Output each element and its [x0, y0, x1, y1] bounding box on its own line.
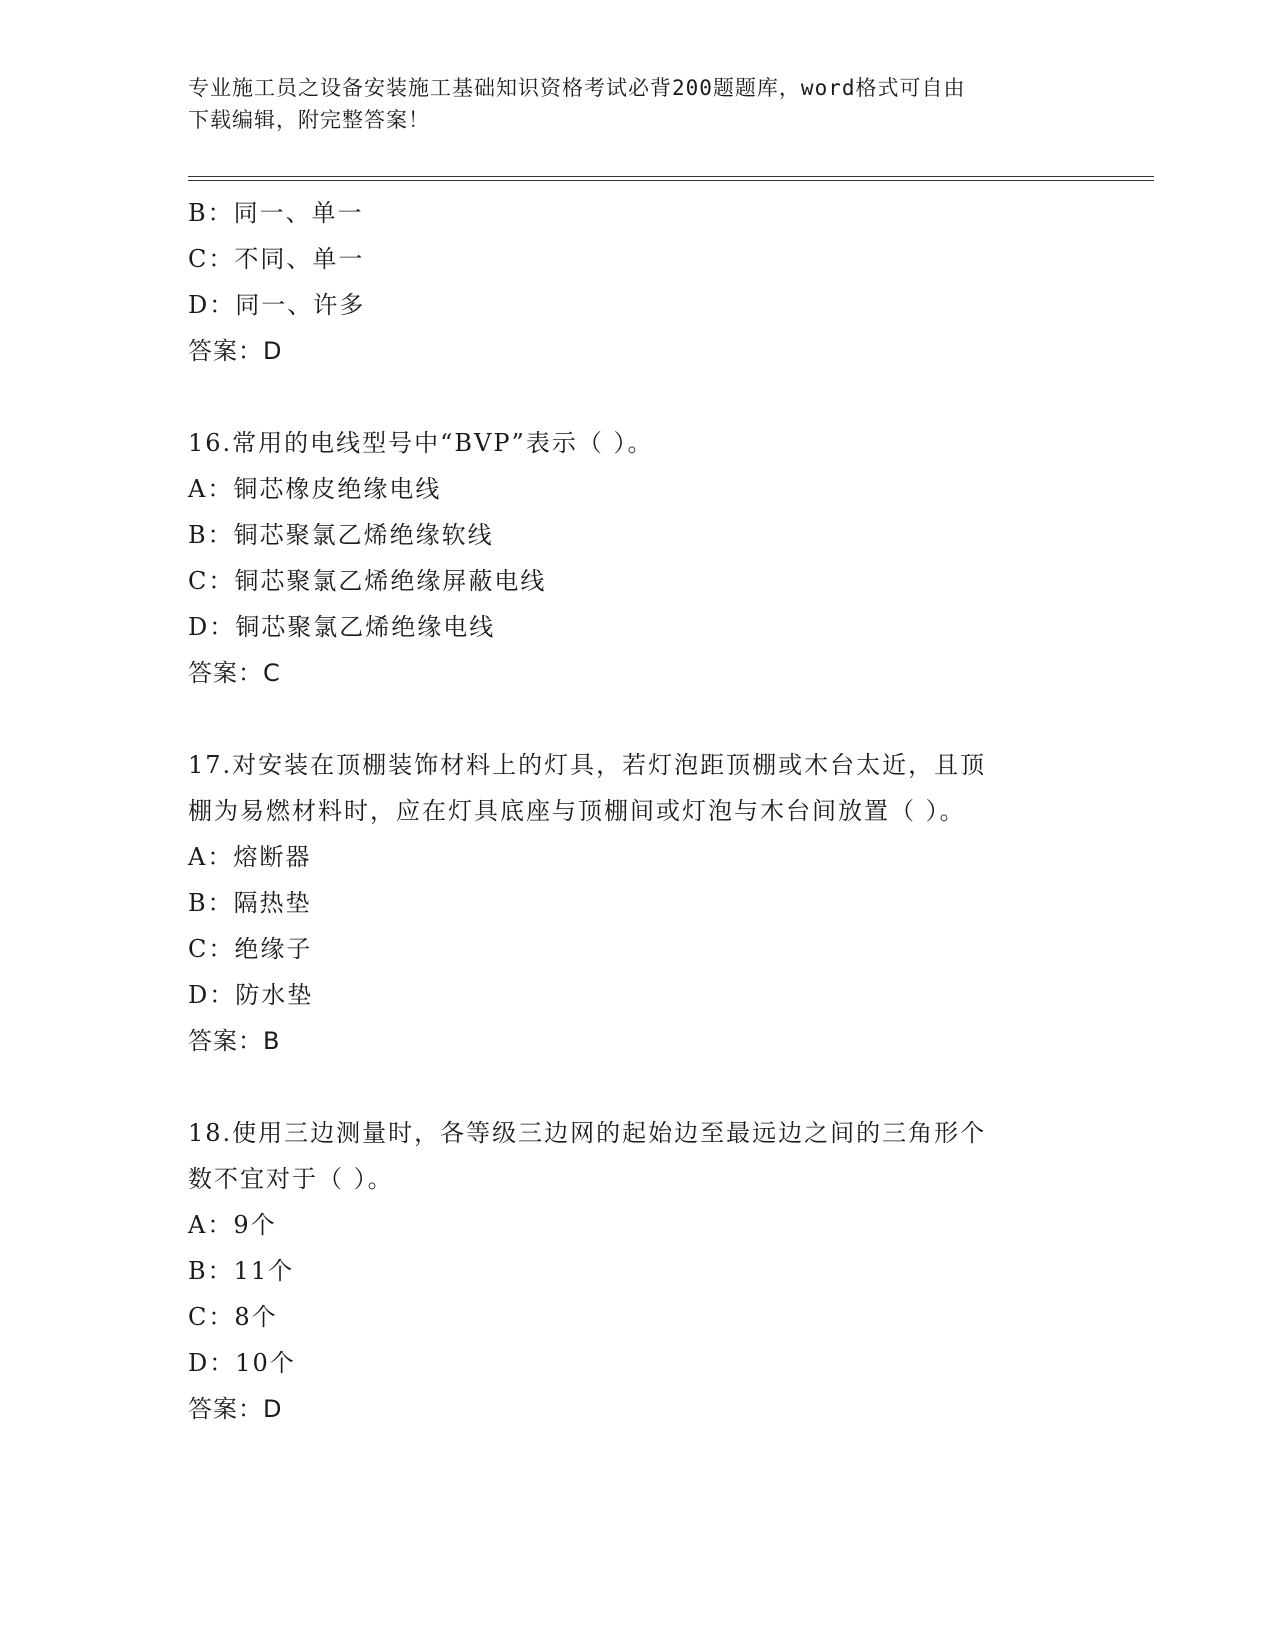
question-18: [188, 1110, 1088, 1432]
document-body: [188, 190, 1088, 1432]
option-c: C：不同、单一: [188, 245, 365, 273]
question-text: 17.对安装在顶棚装饰材料上的灯具，若灯泡距顶棚或木台太近，且顶: [188, 751, 987, 779]
answer-line: 答案：D: [188, 1395, 283, 1423]
question-16: [188, 420, 1088, 696]
question-17: [188, 742, 1088, 1064]
option-b: B：铜芯聚氯乙烯绝缘软线: [188, 521, 494, 549]
option-b: B：同一、单一: [188, 199, 364, 227]
option-d: D：铜芯聚氯乙烯绝缘电线: [188, 613, 496, 641]
option-c: C：铜芯聚氯乙烯绝缘屏蔽电线: [188, 567, 547, 595]
question-text-continued: 棚为易燃材料时，应在灯具底座与顶棚间或灯泡与木台间放置（ ）。: [188, 797, 966, 825]
option-a: A：熔断器: [188, 843, 312, 871]
option-c: C：绝缘子: [188, 935, 313, 963]
header-title-line-1: 专业施工员之设备安装施工基础知识资格考试必背200题题库，word格式可自由: [188, 76, 966, 100]
option-c: C：8个: [188, 1303, 278, 1331]
spacer: [188, 696, 1088, 742]
option-b: B：11个: [188, 1257, 295, 1285]
spacer: [188, 1064, 1088, 1110]
option-d: D：同一、许多: [188, 291, 366, 319]
option-a: A：9个: [188, 1211, 277, 1239]
header-title-line-2: 下载编辑，附完整答案！: [188, 108, 430, 132]
option-d: D：10个: [188, 1349, 296, 1377]
document-header: [188, 72, 1068, 136]
continued-question: [188, 190, 1088, 374]
answer-line: 答案：D: [188, 337, 283, 365]
spacer: [188, 374, 1088, 420]
question-text: 16.常用的电线型号中“BVP”表示（ ）。: [188, 429, 654, 457]
header-divider: [188, 176, 1154, 181]
option-d: D：防水垫: [188, 981, 314, 1009]
option-a: A：铜芯橡皮绝缘电线: [188, 475, 442, 503]
question-text: 18.使用三边测量时，各等级三边网的起始边至最远边之间的三角形个: [188, 1119, 987, 1147]
option-b: B：隔热垫: [188, 889, 312, 917]
answer-line: 答案：C: [188, 659, 281, 687]
answer-line: 答案：B: [188, 1027, 281, 1055]
question-text-continued: 数不宜对于（ ）。: [188, 1165, 394, 1193]
